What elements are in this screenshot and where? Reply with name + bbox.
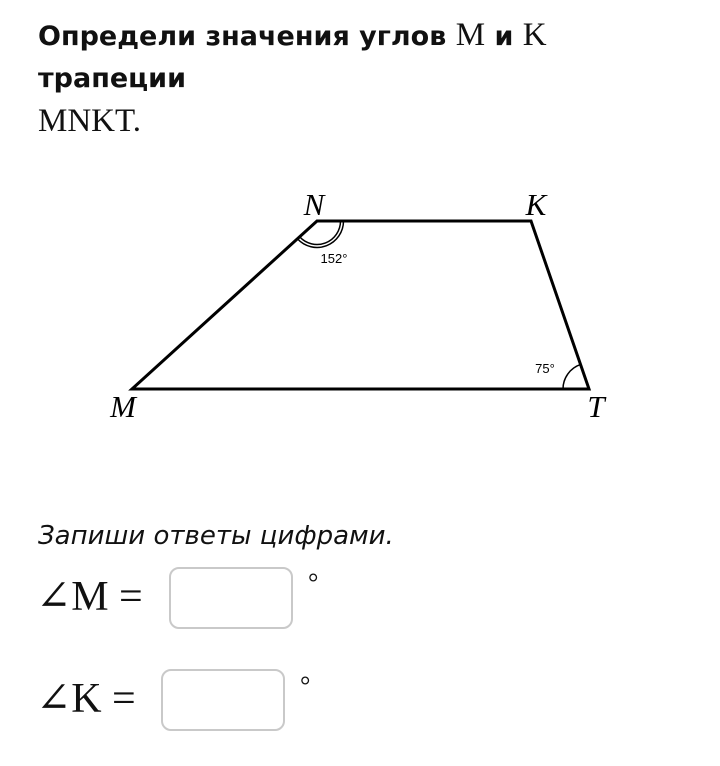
vertex-label-t: T — [587, 389, 605, 424]
angle-t-value: 75° — [535, 361, 555, 376]
vertex-label-n: N — [303, 187, 325, 222]
angle-k-label: ∠K = — [36, 676, 136, 722]
title-suffix: трапеции — [38, 63, 187, 94]
angle-m-symbol: M — [455, 17, 486, 53]
angle-m-label: ∠M = — [36, 574, 143, 620]
angle-m-degree-sign: ° — [308, 568, 319, 597]
instruction-text: Запиши ответы цифрами. — [38, 521, 394, 551]
angle-n-value: 152° — [320, 251, 348, 266]
angle-k-input[interactable] — [161, 669, 285, 731]
angle-m-input[interactable] — [169, 567, 293, 629]
vertex-label-m: M — [110, 389, 136, 424]
title-prefix: Определи значения углов — [38, 21, 447, 52]
figure-name: MNKT. — [38, 103, 141, 139]
angle-k-degree-sign: ° — [300, 671, 311, 700]
vertex-label-k: K — [525, 187, 547, 222]
angle-k-symbol: K — [522, 17, 547, 53]
title-conjunction: и — [494, 21, 514, 52]
angle-t-arc — [563, 364, 581, 389]
trapezoid-outline — [132, 221, 589, 389]
